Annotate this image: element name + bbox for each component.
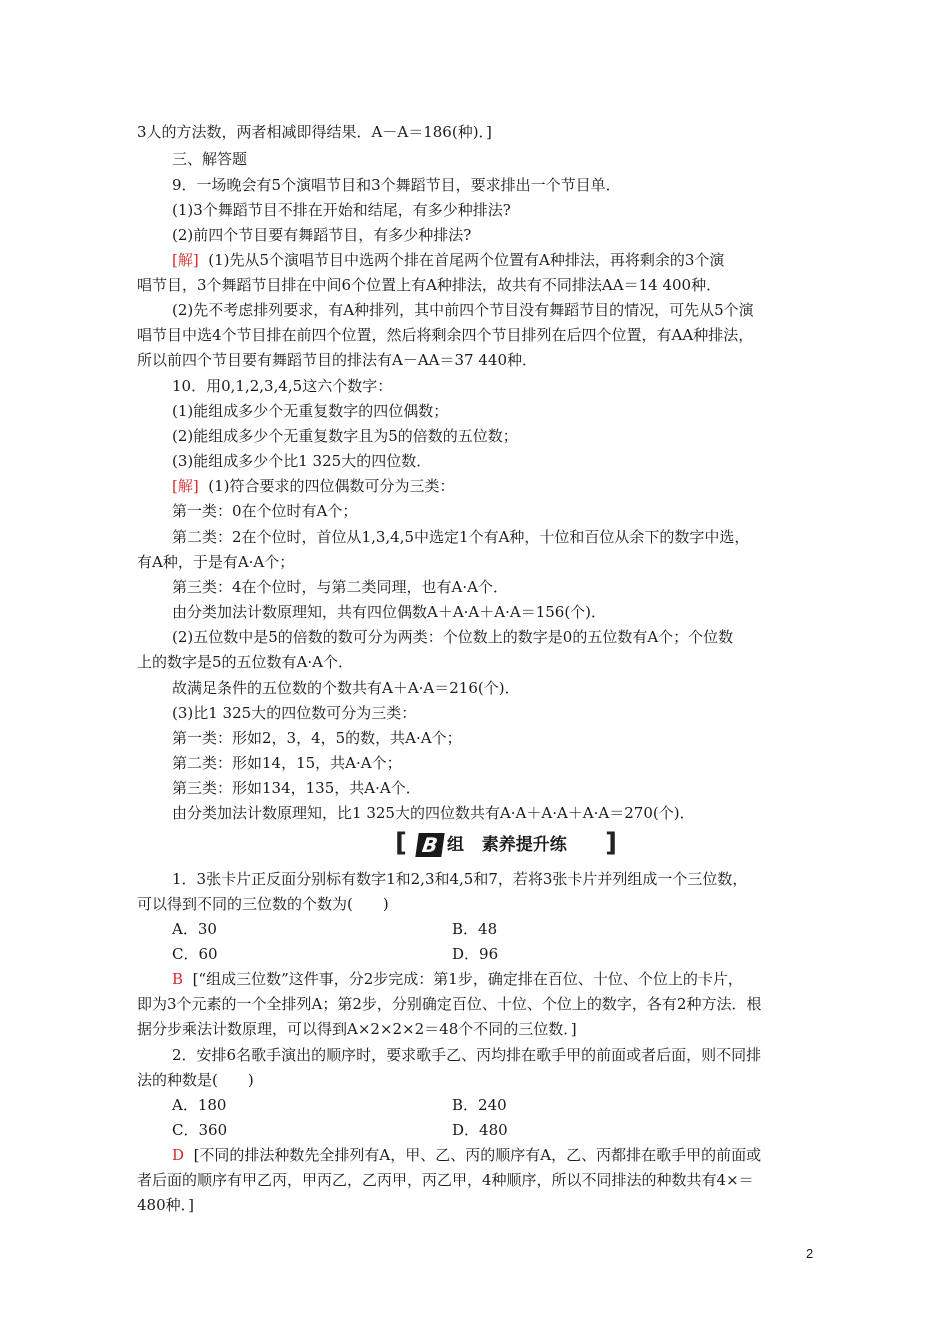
question-b2: 2．安排6名歌手演出的顺序时，要求歌手乙、丙均排在歌手甲的前面或者后面，则不同排 [172, 1046, 762, 1064]
solution-line: 由分类加法计数原理知，比1 325大的四位数共有A·A＋A·A＋A·A＝270(个)． [172, 804, 695, 822]
answer-explanation: [不同的排法种数先全排列有A，甲、乙、丙的顺序有A，乙、丙都排在歌手甲的前面或 [184, 1146, 762, 1164]
solution-line: 上的数字是5的五位数有A·A个． [137, 653, 353, 671]
page-number: 2 [806, 1246, 814, 1261]
option-d: D．480 [452, 1121, 508, 1139]
question-9-part-2: (2)前四个节目要有舞蹈节目，有多少种排法? [172, 226, 472, 244]
explanation-line: 即为3个元素的一个全排列A；第2步，分别确定百位、十位、个位上的数字，各有2种方法．根 [137, 995, 762, 1013]
question-9: 9．一场晚会有5个演唱节目和3个舞蹈节目，要求排出一个节目单． [172, 176, 621, 194]
solution-line: 唱节目，3个舞蹈节目排在中间6个位置上有A种排法，故共有不同排法AA＝14 400种． [137, 276, 722, 294]
solution-text: (1)符合要求的四位偶数可分为三类： [198, 477, 455, 495]
solution-line: 第三类：4在个位时，与第二类同理，也有A·A个． [172, 578, 508, 596]
solution-9-line [172, 250, 724, 270]
header-bracket-right: ] [605, 828, 617, 858]
solution-line: (2)先不考虑排列要求，有A种排列，其中前四个节目没有舞蹈节目的情况，可先从5个演 [172, 301, 754, 319]
solution-line: 有A种，于是有A·A个； [137, 553, 295, 571]
answer-letter: D [172, 1146, 185, 1164]
solution-tag: [解] [172, 477, 199, 495]
explanation-line: 者后面的顺序有甲乙丙，甲丙乙，乙丙甲，丙乙甲，4种顺序，所以不同排法的种数共有4×＝ [137, 1171, 754, 1189]
option-b: B．48 [452, 920, 498, 938]
answer-letter: B [172, 970, 184, 988]
solution-line: 唱节目中选4个节目排在前四个位置，然后将剩余四个节目排列在后四个位置，有AA种排法， [137, 326, 754, 344]
solution-line: (3)比1 325大的四位数可分为三类： [172, 704, 417, 722]
solution-line: 第一类：形如2，3，4，5的数，共A·A个； [172, 729, 462, 747]
question-10-part: (2)能组成多少个无重复数字且为5的倍数的五位数； [172, 427, 518, 445]
solution-line: 第二类：形如14，15，共A·A个； [172, 754, 402, 772]
header-title: 组 素养提升练 [447, 835, 567, 855]
header-letter-badge: B [415, 833, 444, 857]
option-a: A．180 [172, 1096, 227, 1114]
explanation-line: 480种．] [137, 1196, 194, 1214]
solution-line: 第一类：0在个位时有A个； [172, 502, 358, 520]
option-a: A．30 [172, 920, 217, 938]
option-b: B．240 [452, 1096, 507, 1114]
solution-line: 故满足条件的五位数的个数共有A＋A·A＝216(个)． [172, 679, 520, 697]
solution-10-line [172, 476, 455, 496]
answer-b2-line [172, 1145, 761, 1165]
option-c: C．60 [172, 945, 218, 963]
section-header [395, 830, 617, 860]
question-10: 10．用0,1,2,3,4,5这六个数字： [172, 377, 393, 395]
question-10-part: (3)能组成多少个比1 325大的四位数． [172, 452, 432, 470]
text-line: 3人的方法数，两者相减即得结果．A－A＝186(种)．] [137, 123, 492, 141]
section-title: 三、解答题 [172, 150, 248, 168]
option-d: D．96 [452, 945, 499, 963]
header-bracket-left: [ [395, 828, 407, 858]
solution-line: (2)五位数中是5的倍数的数可分为两类：个位数上的数字是0的五位数有A个；个位数 [172, 628, 734, 646]
question-b2-cont: 法的种数是( ) [137, 1071, 254, 1089]
question-10-part: (1)能组成多少个无重复数字的四位偶数； [172, 402, 449, 420]
solution-line: 第三类：形如134，135，共A·A个． [172, 779, 421, 797]
solution-line: 第二类：2在个位时，首位从1,3,4,5中选定1个有A种，十位和百位从余下的数字中选， [172, 528, 750, 546]
explanation-line: 据分步乘法计数原理，可以得到A×2×2×2＝48个不同的三位数．] [137, 1020, 577, 1038]
answer-b1-line [172, 969, 743, 989]
option-c: C．360 [172, 1121, 228, 1139]
solution-line: 所以前四个节目要有舞蹈节目的排法有A－AA＝37 440种． [137, 351, 537, 369]
solution-line: 由分类加法计数原理知，共有四位偶数A＋A·A＋A·A＝156(个)． [172, 603, 607, 621]
solution-text: (1)先从5个演唱节目中选两个排在首尾两个位置有A种排法，再将剩余的3个演 [198, 251, 725, 269]
solution-tag: [解] [172, 251, 199, 269]
question-b1: 1．3张卡片正反面分别标有数字1和2,3和4,5和7，若将3张卡片并列组成一个三位数， [172, 870, 748, 888]
question-b1-cont: 可以得到不同的三位数的个数为( ) [137, 895, 389, 913]
answer-explanation: [“组成三位数”这件事，分2步完成：第1步，确定排在百位、十位、个位上的卡片， [183, 970, 743, 988]
question-9-part-1: (1)3个舞蹈节目不排在开始和结尾，有多少种排法? [172, 201, 511, 219]
